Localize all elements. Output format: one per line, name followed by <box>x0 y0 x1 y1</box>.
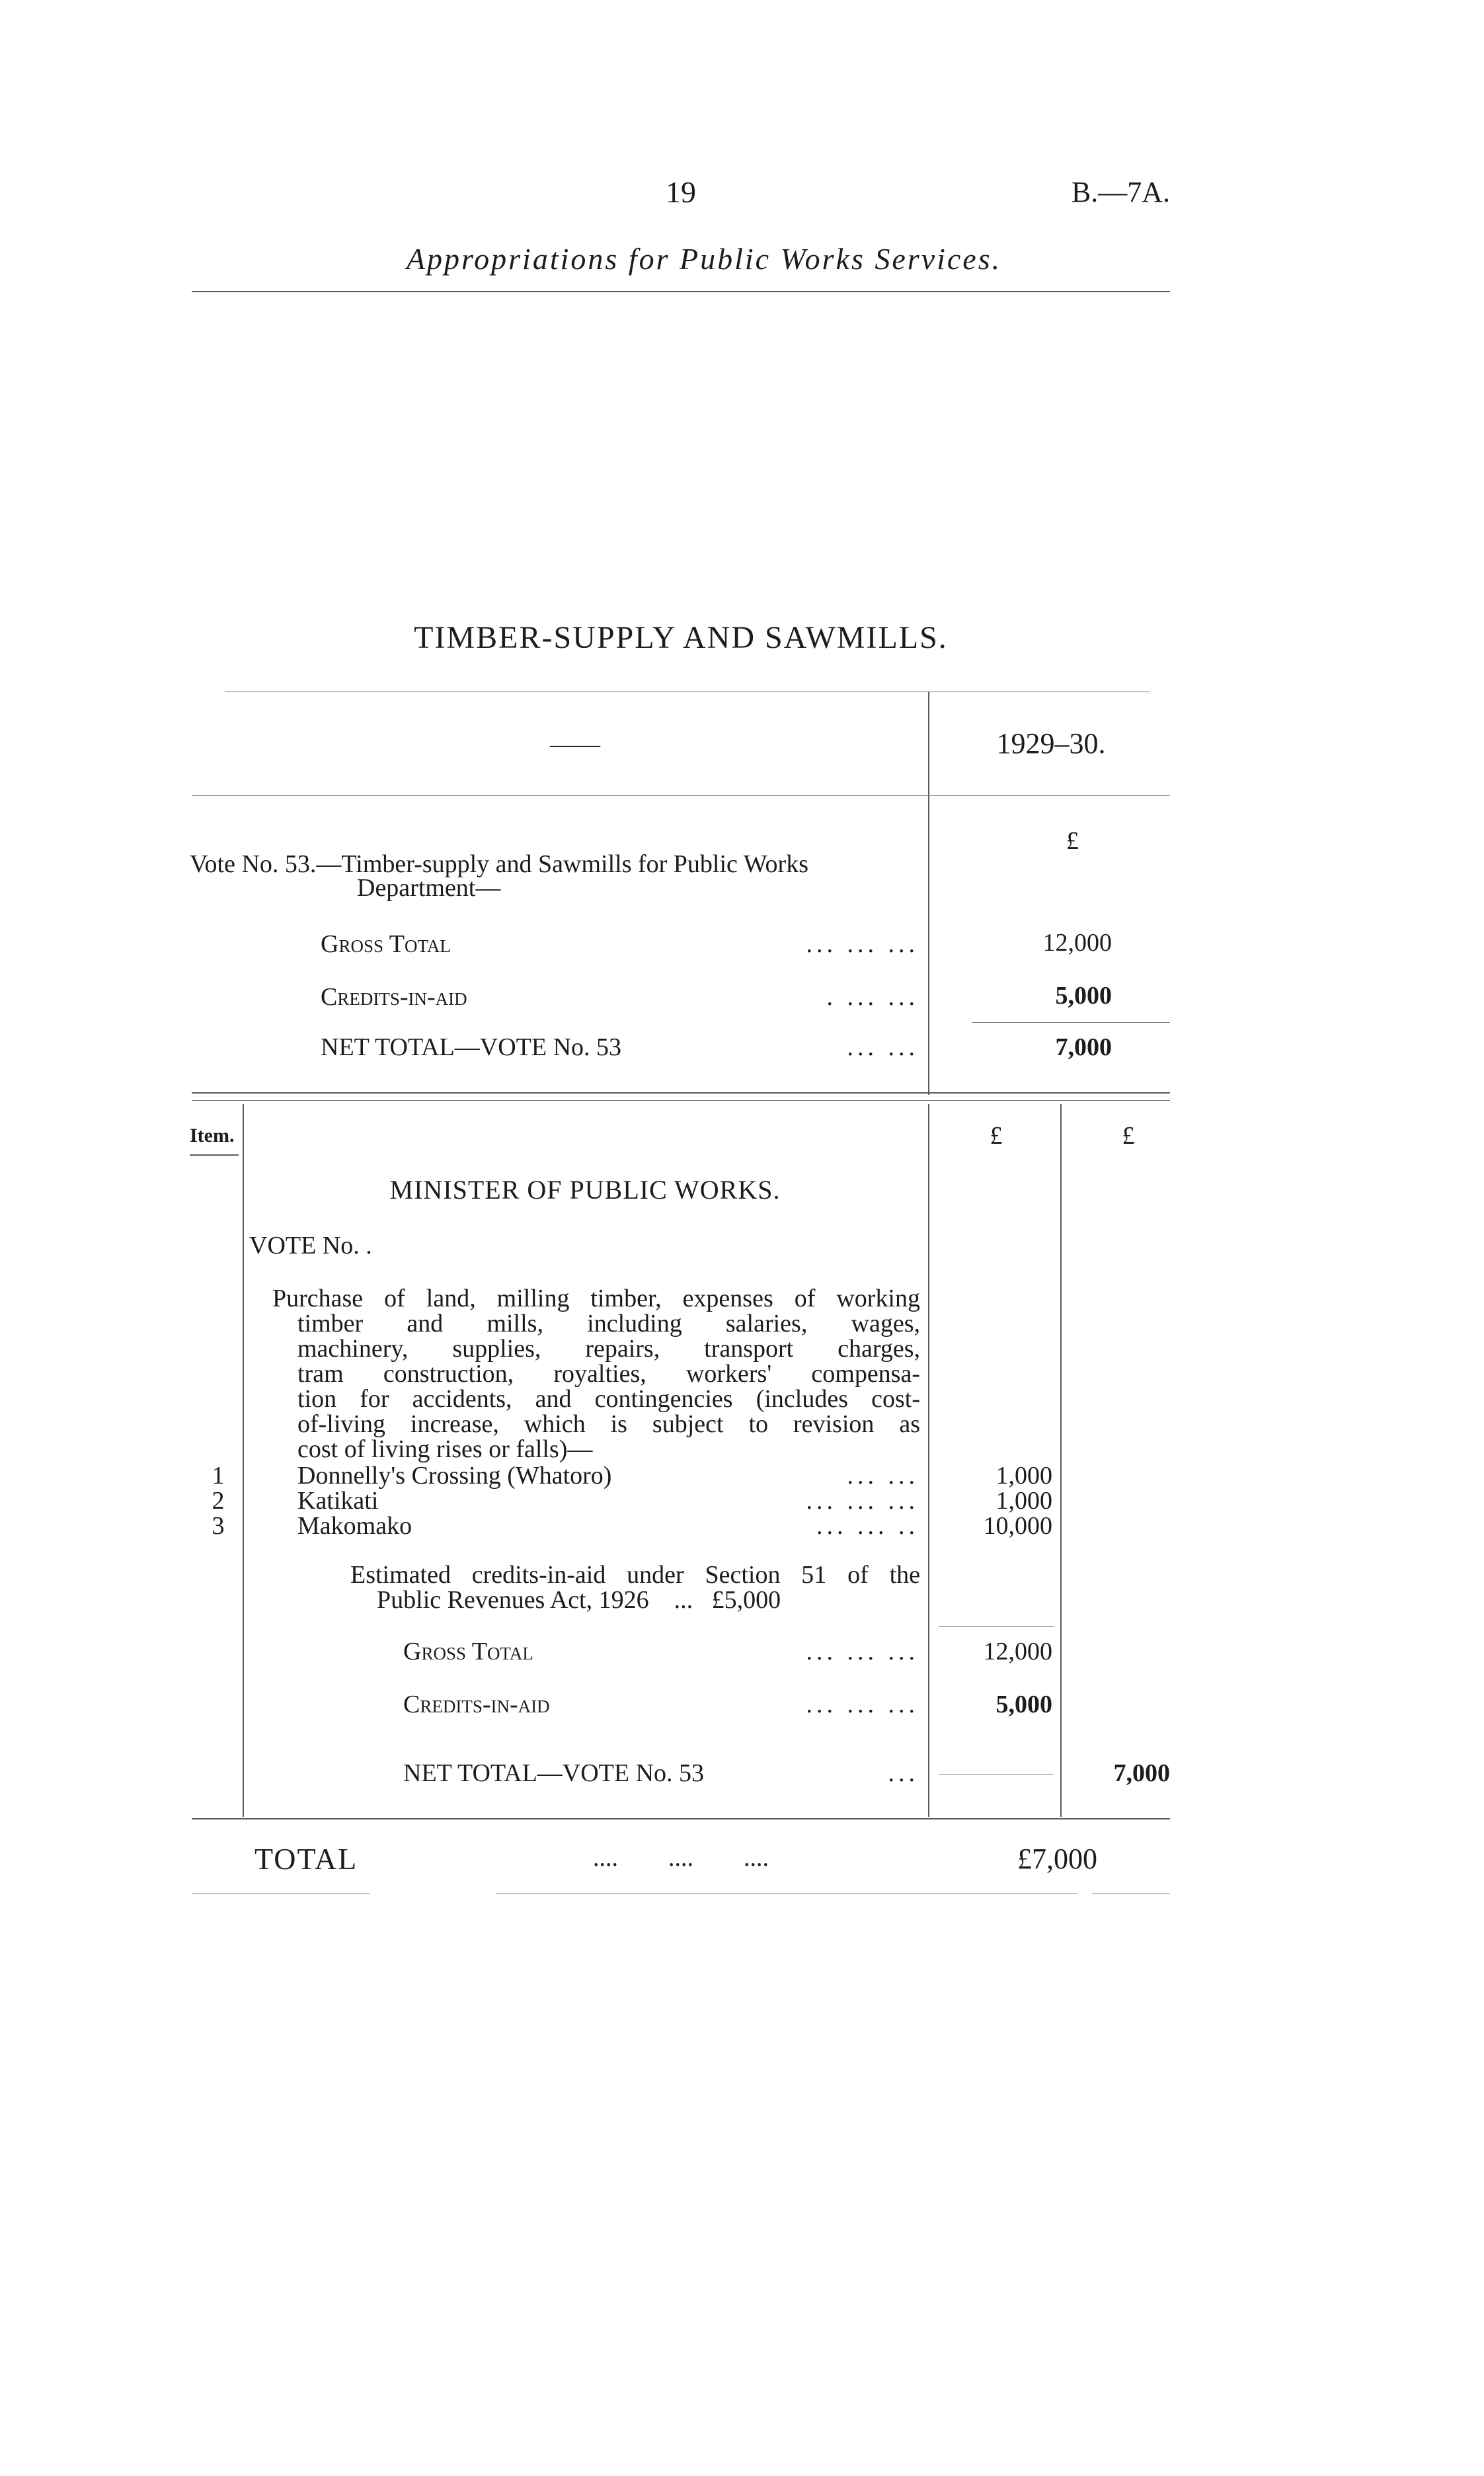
summary-year-heading: 1929–30. <box>996 727 1106 760</box>
description-line-2: timber and mills, including salaries, wages, <box>297 1310 920 1338</box>
header-rule <box>192 291 1170 292</box>
summary-currency: £ <box>1066 827 1079 855</box>
description-line-5: tion for accidents, and contingencies (includes cost- <box>297 1385 920 1413</box>
detail-gross-value: 12,000 <box>983 1638 1052 1665</box>
section-title: TIMBER-SUPPLY AND SAWMILLS. <box>414 620 948 655</box>
minister-heading: MINISTER OF PUBLIC WORKS. <box>389 1175 781 1205</box>
detail-item-header: Item. <box>190 1125 235 1146</box>
detail-currency-2: £ <box>1122 1122 1135 1150</box>
detail-credits-value: 5,000 <box>996 1691 1052 1718</box>
total-dots: .... .... .... <box>593 1844 769 1872</box>
summary-net-label: NET TOTAL—VOTE No. 53 <box>321 1033 622 1061</box>
detail-net-value: 7,000 <box>1113 1759 1170 1787</box>
summary-gross-value: 12,000 <box>1042 929 1112 957</box>
total-value: £7,000 <box>1017 1843 1097 1875</box>
running-title: Appropriations for Public Works Services. <box>406 242 1002 276</box>
summary-vote-line-1: Vote No. 53.—Timber-supply and Sawmills for Public Works <box>190 850 808 878</box>
detail-net-label: NET TOTAL—VOTE No. 53 <box>403 1759 705 1787</box>
summary-net-value: 7,000 <box>1055 1033 1112 1061</box>
detail-gross-label: Gross Total <box>403 1638 533 1665</box>
item-name: Makomako <box>297 1512 412 1540</box>
item-number: 2 <box>212 1487 225 1515</box>
document-reference: B.—7A. <box>1071 176 1170 208</box>
detail-amount-column-divider <box>928 1104 929 1817</box>
summary-net-dots: ... ... <box>847 1033 919 1061</box>
detail-credits-dots: ... ... ... <box>806 1691 919 1718</box>
description-line-3: machinery, supplies, repairs, transport charges, <box>297 1335 920 1363</box>
credits-note-line-1: Estimated credits-in-aid under Section 51 of the <box>350 1561 920 1589</box>
summary-gross-dots: ... ... ... <box>806 930 919 958</box>
detail-credits-label: Credits-in-aid <box>403 1691 550 1718</box>
item-number: 3 <box>212 1512 225 1540</box>
detail-currency-1: £ <box>990 1122 1003 1150</box>
description-line-6: of-living increase, which is subject to revision as <box>297 1410 920 1438</box>
credits-note-line-2: Public Revenues Act, 1926 ... £5,000 <box>377 1586 781 1614</box>
item-value: 1,000 <box>996 1462 1052 1490</box>
summary-vote-line-2: Department— <box>357 874 501 902</box>
summary-gross-label: Gross Total <box>321 930 451 958</box>
page-number: 19 <box>666 175 696 209</box>
item-dots: ... ... <box>847 1462 919 1490</box>
detail-total-column-divider <box>1060 1104 1062 1817</box>
item-dots: ... ... ... <box>806 1487 919 1515</box>
summary-bottom-rule-2 <box>192 1100 1170 1101</box>
vote-number-line: VOTE No. . <box>249 1232 372 1259</box>
description-line-1: Purchase of land, milling timber, expenses of working <box>272 1285 920 1312</box>
summary-bottom-rule-1 <box>192 1092 1170 1094</box>
total-label: TOTAL <box>254 1842 358 1876</box>
summary-subtotal-rule <box>972 1022 1170 1023</box>
item-name: Donnelly's Crossing (Whatoro) <box>297 1462 612 1490</box>
summary-header-rule <box>192 795 1170 796</box>
detail-gross-dots: ... ... ... <box>806 1638 919 1665</box>
detail-net-dots: ... <box>888 1759 919 1787</box>
item-value: 10,000 <box>983 1512 1052 1540</box>
description-line-7: cost of living rises or falls)— <box>297 1435 593 1463</box>
detail-item-header-rule <box>190 1154 239 1156</box>
item-name: Katikati <box>297 1487 379 1515</box>
summary-column-divider <box>928 692 929 1095</box>
detail-items-rule <box>939 1626 1054 1627</box>
item-value: 1,000 <box>996 1487 1052 1515</box>
summary-credits-dots: . ... ... <box>826 983 919 1011</box>
item-number: 1 <box>212 1462 225 1490</box>
summary-stub-dash: —— <box>550 731 600 758</box>
description-line-4: tram construction, royalties, workers' compensa- <box>297 1360 920 1388</box>
detail-item-column-divider <box>243 1104 244 1817</box>
item-dots: ... ... .. <box>816 1512 919 1540</box>
summary-credits-label: Credits-in-aid <box>321 983 467 1011</box>
summary-credits-value: 5,000 <box>1055 982 1112 1010</box>
total-top-rule <box>192 1818 1170 1819</box>
